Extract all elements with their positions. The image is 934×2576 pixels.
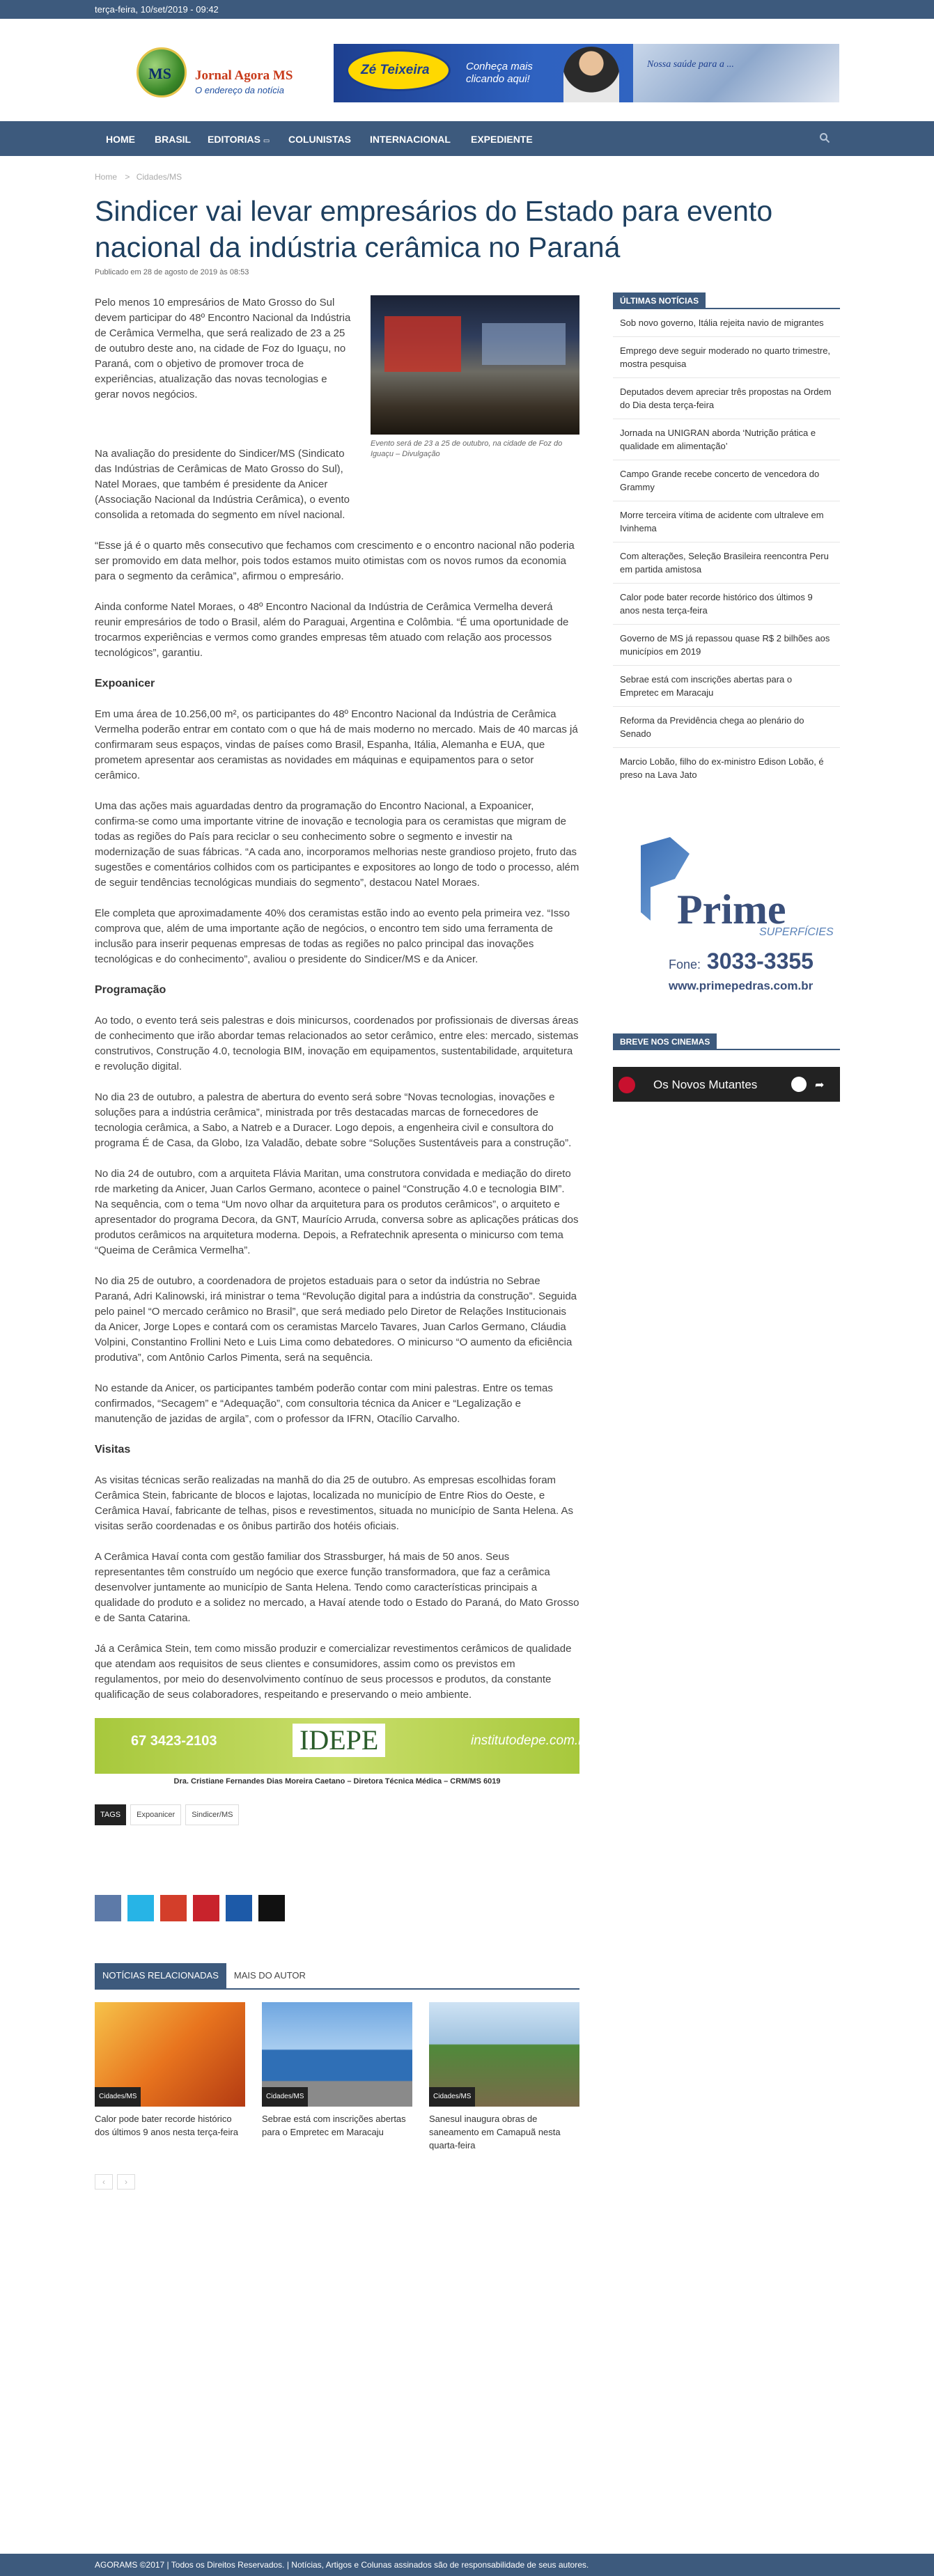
watch-later-icon[interactable]: [791, 1077, 807, 1092]
tag-item[interactable]: Sindicer/MS: [185, 1804, 239, 1825]
nav-item-colunistas[interactable]: COLUNISTAS: [288, 134, 351, 145]
breadcrumb-current[interactable]: Cidades/MS: [136, 172, 182, 182]
banner-note: Nossa saúde para a ...: [647, 59, 734, 70]
banner-tagline: Conheça mais clicando aqui!: [466, 61, 533, 85]
related-pager: [95, 2174, 579, 2189]
list-item[interactable]: Marcio Lobão, filho do ex-ministro Edison Lobão, é preso na Lava Jato: [620, 756, 824, 780]
category-badge: Cidades/MS: [429, 2087, 475, 2107]
related-image: [262, 2002, 412, 2107]
page-title: Sindicer vai levar empresários do Estado para evento nacional da indústria cerâmica no Paraná: [95, 195, 773, 263]
list-item[interactable]: Reforma da Previdência chega ao plenário do Senado: [613, 707, 840, 748]
facebook-icon[interactable]: [95, 1895, 121, 1921]
share-icon[interactable]: ➦: [815, 1079, 825, 1091]
article-paragraph: No dia 24 de outubro, com a arquiteta Flávia Maritan, uma construtora convidada e mediação do direto rde marketing da Anicer, Juan Carlos Germano, acontece o painel “Construção 4.0 e tecnologia BIM”. Na sequência, com o tema “Um novo olhar da arquitetura para os produtos cerâmicos”, o arquiteto e apresentador do programa Decora, da GNT, Maurício Arruda, conversa sobre as aplicações práticas dos produtos cerâmicos na arquitetura moderna. Depois, a Refratechnik apresenta o minicurso com tema “Queima de Cerâmica Vermelha”.: [95, 1168, 579, 1256]
list-item[interactable]: Calor pode bater recorde histórico dos últimos 9 anos nesta terça-feira: [613, 584, 840, 625]
depe-banner-ad[interactable]: [95, 1718, 591, 1774]
article-paragraph: “Esse já é o quarto mês consecutivo que fechamos com crescimento e o encontro nacional não poderia ser promovido em data melhor, pois todos estamos muito otimistas com os novos rumos da economia para o segmento da cerâmica”, afirmou o empresário.: [95, 540, 575, 582]
pinterest-icon[interactable]: [193, 1895, 219, 1921]
related-title: Sanesul inaugura obras de saneamento em Camapuã nesta quarta-feira: [429, 2114, 561, 2150]
related-card[interactable]: [95, 2002, 245, 2152]
prime-word: Prime: [677, 887, 786, 932]
google-plus-icon[interactable]: [160, 1895, 187, 1921]
banner-photos: [633, 44, 839, 102]
list-item[interactable]: Emprego deve seguir moderado no quarto trimestre, mostra pesquisa: [613, 337, 840, 378]
main-nav: [0, 121, 934, 156]
related-card[interactable]: [429, 2002, 579, 2152]
site-logo[interactable]: [137, 42, 318, 104]
logo-name: Jornal Agora MS: [195, 68, 293, 83]
tab-related-news[interactable]: NOTÍCIAS RELACIONADAS: [95, 1963, 226, 1988]
list-item[interactable]: Com alterações, Seleção Brasileira reencontra Peru em partida amistosa: [613, 542, 840, 584]
list-item[interactable]: Morre terceira vítima de acidente com ultraleve em Ivinhema: [613, 501, 840, 542]
article-paragraph: Já a Cerâmica Stein, tem como missão produzir e comercializar revestimentos cerâmicos de qualidade que atendam aos requisitos de seus clientes e consumidores, assim como os previstos em regulamentos, por meio do desenvolvimento contínuo de seus processos e produtos, da constante qualificação de seus colaboradores, respeitando e preservando o meio ambiente.: [95, 1643, 572, 1701]
footer: [0, 2554, 934, 2576]
logo-globe-icon: MS: [137, 47, 187, 97]
video-title: Os Novos Mutantes: [653, 1078, 758, 1091]
nav-item-home[interactable]: HOME: [106, 134, 135, 145]
list-item[interactable]: Sob novo governo, Itália rejeita navio de migrantes: [613, 309, 840, 337]
channel-icon: [618, 1077, 635, 1093]
prime-site: www.primepedras.com.br: [669, 979, 814, 992]
video-embed[interactable]: [613, 1067, 840, 1102]
current-date: terça-feira, 10/set/2019 - 09:42: [95, 4, 219, 15]
article-paragraph: No estande da Anicer, os participantes também poderão contar com mini palestras. Entre os temas confirmados, “Secagem” e “Adequação”, com consultoria técnica da Anicer e “Legalização e manutenção de jazidas de argila”, com o professor da IFRN, Otacílio Carvalho.: [95, 1382, 553, 1425]
related-image: [95, 2002, 245, 2107]
footer-text: AGORAMS ©2017 | Todos os Direitos Reservados. | Notícias, Artigos e Colunas assinados são de responsabilidade de seus autores.: [95, 2560, 589, 2570]
tag-item[interactable]: Expoanicer: [130, 1804, 181, 1825]
cinema-heading: BREVE NOS CINEMAS: [613, 1033, 717, 1050]
breadcrumb-home[interactable]: Home: [95, 172, 118, 182]
article-paragraph: No dia 25 de outubro, a coordenadora de projetos estaduais para o setor da indústria no Sebrae Paraná, Adri Kalinowski, irá ministrar o tema “Revolução digital para a indústria da construção”. Seguida pelo painel “O mercado cerâmico no Brasil”, que será mediado pelo Diretor de Relações Institucionais da Anicer, Jorge Lopes e contará com os ceramistas Marcelo Tavares, Juan Carlos Germano, Cláudia Volpini, Constantino Frollini Neto e Luis Lima como debatedores. O minicurso “O aumento da eficiência produtiva”, com Antônio Carlos Pimenta, será na sequência.: [95, 1275, 577, 1364]
tag-list: [95, 1804, 579, 1825]
tab-more-from-author[interactable]: MAIS DO AUTOR: [233, 1970, 306, 1981]
breadcrumb-separator: >: [125, 172, 130, 182]
list-item[interactable]: Deputados devem apreciar três propostas na Ordem do Dia desta terça-feira: [613, 378, 840, 419]
ad-phone: 67 3423-2103: [131, 1733, 217, 1749]
article-paragraph: Na avaliação do presidente do Sindicer/MS (Sindicato das Indústrias de Cerâmicas de Mato Grosso do Sul), Natel Moraes, que também é presidente da Anicer (Associação Nacional da Indústria Cerâmica), o evento consolida a retomada do segmento em nível nacional.: [95, 448, 350, 521]
latest-news-list: [613, 309, 840, 788]
top-bar: [0, 0, 934, 19]
related-title: Sebrae está com inscrições abertas para o Empretec em Maracaju: [262, 2114, 406, 2137]
list-item[interactable]: Governo de MS já repassou quase R$ 2 bilhões aos municípios em 2019: [613, 625, 840, 666]
article-paragraph: Ainda conforme Natel Moraes, o 48º Encontro Nacional da Indústria de Cerâmica Vermelha deverá reunir empresários de todo o Brasil, além do Paraguai, Argentina e Colômbia. “É uma oportunidade de trocarmos experiências e vermos como grandes empresas têm atuado com relação aos processos tecnológicos”, garantiu.: [95, 601, 569, 659]
section-heading: Programação: [95, 984, 166, 996]
article-paragraph: Em uma área de 10.256,00 m², os participantes do 48º Encontro Nacional da Indústria de Cerâmica Vermelha poderão entrar em contato com o que há de mais moderno no mercado. Mais de 40 marcas já confirmaram seus espaços, vindas de países como Brasil, Espanha, Itália, Alemanha e EUA, que prometem apresentar aos ceramistas as novidades em máquinas e equipamentos para o setor cerâmico.: [95, 708, 578, 781]
ad-doctor-credit: Dra. Cristiane Fernandes Dias Moreira Caetano – Diretora Técnica Médica – CRM/MS 6019: [95, 1774, 579, 1789]
logo-slogan: O endereço da notícia: [195, 85, 284, 95]
article-image[interactable]: [371, 295, 579, 435]
article-lead: Pelo menos 10 empresários de Mato Grosso do Sul devem participar do 48º Encontro Nacional da Indústria de Cerâmica Vermelha, que será realizado de 23 a 25 de outubro deste ano, na cidade de Foz do Iguaçu, no Paraná, com o objetivo de promover troca de experiências, atualização das novas tecnologias e gerar novos negócios.: [95, 297, 351, 400]
article-paragraph: Ele completa que aproximadamente 40% dos ceramistas estão indo ao evento pela primeira vez. “Isso comprova que, além de uma importante ação de negócios, o encontro tem sido uma ferramenta de inclusão para inserir pequenas empresas de todas as regiões no palco principal das inovações tecnológicas e do conhecimento”, avaliou o presidente do Sindicer/MS e da Anicer.: [95, 907, 570, 965]
article-paragraph: Uma das ações mais aguardadas dentro da programação do Encontro Nacional, a Expoanicer, confirma-se como uma importante vitrine de inovação e tecnologia para os ceramistas que migram de todas as regiões do País para reciclar o seu conhecimento sobre o segmento e investir na modernização de suas fábricas. “A cada ano, incorporamos melhorias neste grandioso projeto, fruto das sugestões e comentários colhidos com os participantes e expositores ao longo de todo o processo, além de seguir tendências tecnológicas mundiais do segmento”, destacou Natel Moraes.: [95, 800, 579, 889]
related-card[interactable]: [262, 2002, 412, 2152]
search-icon[interactable]: [819, 132, 830, 143]
article-body: [95, 295, 591, 2189]
sidebar: [613, 292, 840, 1102]
figure-caption: Evento será de 23 a 25 de outubro, na cidade de Foz do Iguaçu – Divulgação: [371, 439, 563, 458]
nav-item-expediente[interactable]: EXPEDIENTE: [471, 134, 533, 145]
article-paragraph: As visitas técnicas serão realizadas na manhã do dia 25 de outubro. As empresas escolhidas foram Cerâmica Stein, fabricante de blocos e lajotas, localizada no município de Entre Rios do Oeste, e Cerâmica Havaí, fabricante de telhas, pisos e revestimentos, situada no município de Santa Helena. As visitas serão coordenadas e os ônibus partirão dos hotéis oficiais.: [95, 1474, 574, 1532]
ad-site: institutodepe.com.br: [471, 1733, 591, 1748]
publish-date: Publicado em 28 de agosto de 2019 às 08:53: [95, 268, 249, 276]
list-item[interactable]: Jornada na UNIGRAN aborda ‘Nutrição prática e qualidade em alimentação’: [613, 419, 840, 460]
prime-sub: SUPERFÍCIES: [759, 926, 834, 938]
tags-label: TAGS: [95, 1804, 126, 1825]
list-item[interactable]: Campo Grande recebe concerto de vencedora do Grammy: [613, 460, 840, 501]
nav-item-brasil[interactable]: BRASIL: [155, 134, 192, 145]
banner-portrait: [563, 47, 619, 102]
share-buttons: [95, 1895, 579, 1921]
section-heading: Expoanicer: [95, 678, 155, 689]
linkedin-icon[interactable]: [226, 1895, 252, 1921]
nav-item-editorias[interactable]: EDITORIAS ▭: [208, 134, 270, 145]
latest-news-heading: ÚLTIMAS NOTÍCIAS: [613, 292, 706, 309]
prime-ad[interactable]: [634, 837, 834, 1004]
tumblr-icon[interactable]: [258, 1895, 285, 1921]
pager-prev-icon[interactable]: ‹: [95, 2174, 113, 2189]
article-paragraph: No dia 23 de outubro, a palestra de abertura do evento será sobre “Novas tecnologias, inovações e soluções para a indústria cerâmica”, ministrada por três destacadas marcas de fornecedores de tecnologia cerâmica, a Sabo, a Natreb e a Duracer. Logo depois, a engenheira civil e consultora do programa É de Casa, da Globo, Iza Valadão, debate sobre “Soluções Sustentáveis para a construção”.: [95, 1091, 572, 1149]
twitter-icon[interactable]: [127, 1895, 154, 1921]
category-badge: Cidades/MS: [95, 2087, 141, 2107]
article-paragraph: A Cerâmica Havaí conta com gestão familiar dos Strassburger, há mais de 50 anos. Seus representantes têm construído um negócio que exerce função transformadora, que faz a cerâmica desenvolver juntamente ao município de Santa Helena. Tendo como características principais a qualidade do produto e a solidez no mercado, a Havaí atende todo o Estado do Paraná, do Mato Grosso e de Santa Catarina.: [95, 1551, 579, 1624]
banner-brand-badge: Zé Teixeira: [346, 49, 451, 91]
breadcrumb: [95, 172, 182, 182]
header-banner-ad[interactable]: [334, 44, 839, 102]
pager-next-icon[interactable]: ›: [117, 2174, 135, 2189]
ad-brand: IDEPE: [293, 1724, 385, 1757]
article-figure: [371, 295, 579, 460]
list-item[interactable]: Sebrae está com inscrições abertas para o Empretec em Maracaju: [613, 666, 840, 707]
related-title: Calor pode bater recorde histórico dos últimos 9 anos nesta terça-feira: [95, 2114, 238, 2137]
section-heading: Visitas: [95, 1444, 131, 1455]
related-news: [95, 1963, 579, 2189]
nav-item-internacional[interactable]: INTERNACIONAL: [370, 134, 451, 145]
category-badge: Cidades/MS: [262, 2087, 308, 2107]
article-paragraph: Ao todo, o evento terá seis palestras e dois minicursos, coordenados por profissionais de diversas áreas de conhecimento que irão abordar temas relacionados ao setor cerâmico, entre eles: mercado, sistemas construtivos, Construção 4.0, tecnologia BIM, inovação em equipamentos, sustentabilidade, arquitetura e revolução digital.: [95, 1015, 579, 1072]
chevron-down-icon: ▭: [263, 137, 270, 145]
prime-phone: Fone: 3033-3355: [669, 949, 814, 974]
related-image: [429, 2002, 579, 2107]
